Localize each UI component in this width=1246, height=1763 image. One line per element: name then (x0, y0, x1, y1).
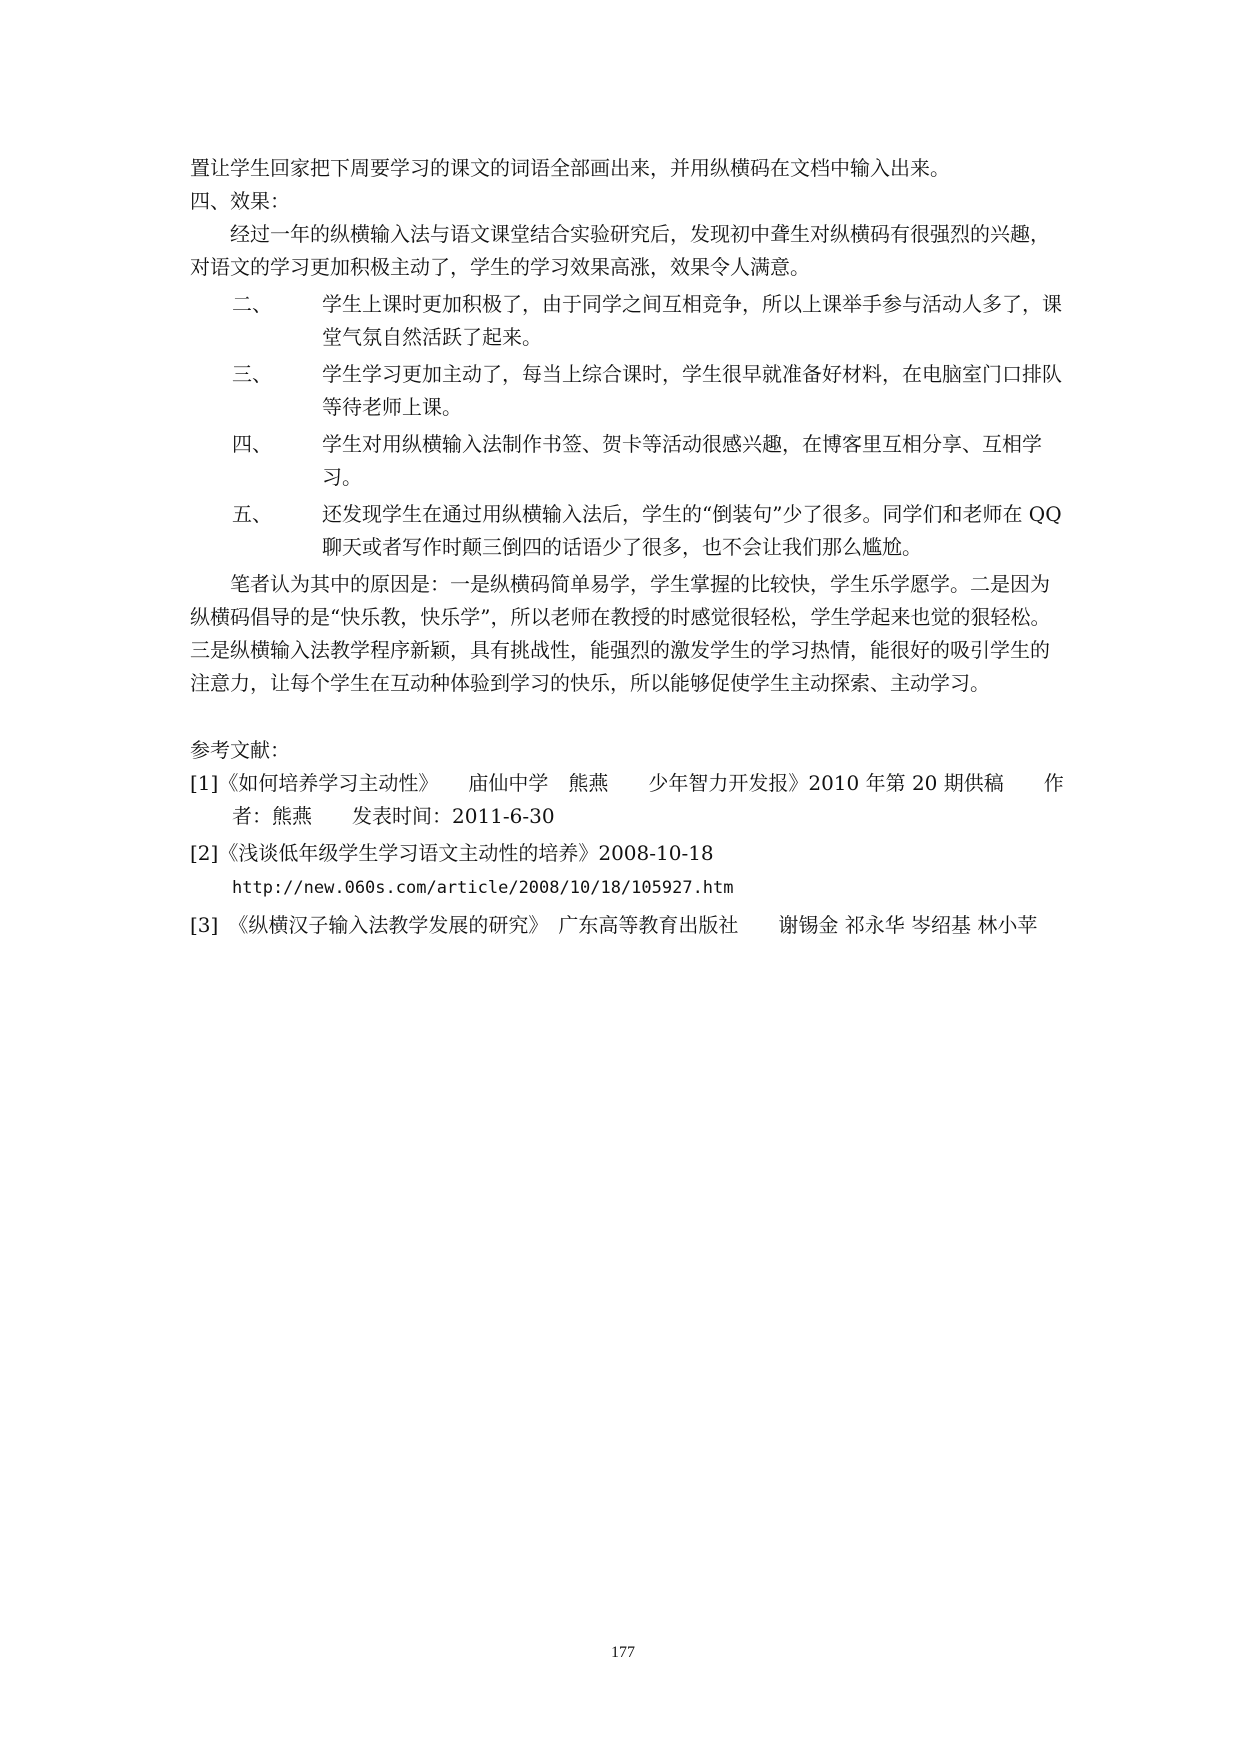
reference-text: 《如何培养学习主动性》 庙仙中学 熊燕 少年智力开发报》2010 年第 20 期供稿 作者：熊燕 发表时间：2011-6-30 (218, 771, 1064, 828)
references-title: 参考文献： (190, 738, 290, 762)
reference-label: [3] (190, 913, 219, 937)
reference-label: [2] (190, 841, 219, 865)
page-content (190, 152, 1068, 946)
list-item (190, 498, 1068, 564)
list-item (190, 358, 1068, 424)
reference-item (190, 909, 1068, 942)
list-item-text: 学生对用纵横输入法制作书签、贺卡等活动很感兴趣，在博客里互相分享、互相学习。 (322, 432, 1042, 489)
reference-text: 《纵横汉子输入法教学发展的研究》 广东高等教育出版社 谢锡金 祁永华 岑绍基 林小苹 (218, 913, 1038, 937)
reference-url: http://new.060s.com/article/2008/10/18/105927.htm (232, 878, 734, 898)
effects-list (190, 288, 1068, 564)
list-item (190, 288, 1068, 354)
reference-item (190, 767, 1068, 833)
reason-paragraph: 笔者认为其中的原因是：一是纵横码简单易学，学生掌握的比较快，学生乐学愿学。二是因为纵横码倡导的是“快乐教，快乐学”，所以老师在教授的时感觉很轻松，学生学起来也觉的狠轻松。三是纵横输入法教学程序新颖，具有挑战性，能强烈的激发学生的学习热情，能很好的吸引学生的注意力，让每个学生在互动种体验到学习的快乐，所以能够促使学生主动探索、主动学习。 (190, 572, 1051, 695)
list-item-number: 三、 (232, 362, 272, 386)
list-item-text: 还发现学生在通过用纵横输入法后，学生的“倒装句”少了很多。同学们和老师在 QQ 聊天或者写作时颠三倒四的话语少了很多，也不会让我们那么尴尬。 (322, 502, 1062, 559)
list-item-text: 学生上课时更加积极了，由于同学之间互相竞争，所以上课举手参与活动人多了，课堂气氛自然活跃了起来。 (322, 292, 1062, 349)
effect-paragraph: 经过一年的纵横输入法与语文课堂结合实验研究后，发现初中聋生对纵横码有很强烈的兴趣，对语文的学习更加积极主动了，学生的学习效果高涨，效果令人满意。 (190, 222, 1050, 279)
list-item-number: 二、 (232, 292, 272, 316)
section-heading: 四、效果： (190, 189, 290, 213)
reference-item (190, 837, 1068, 905)
list-item-text: 学生学习更加主动了，每当上综合课时，学生很早就准备好材料，在电脑室门口排队等待老师上课。 (322, 362, 1062, 419)
page-number: 177 (611, 1644, 635, 1661)
reference-label: [1] (190, 771, 219, 795)
references-list (190, 767, 1068, 942)
intro-line: 置让学生回家把下周要学习的课文的词语全部画出来，并用纵横码在文档中输入出来。 (190, 156, 950, 180)
list-item-number: 四、 (232, 432, 272, 456)
list-item-number: 五、 (232, 502, 272, 526)
reference-text: 《浅谈低年级学生学习语文主动性的培养》2008-10-18 (218, 841, 714, 865)
list-item (190, 428, 1068, 494)
